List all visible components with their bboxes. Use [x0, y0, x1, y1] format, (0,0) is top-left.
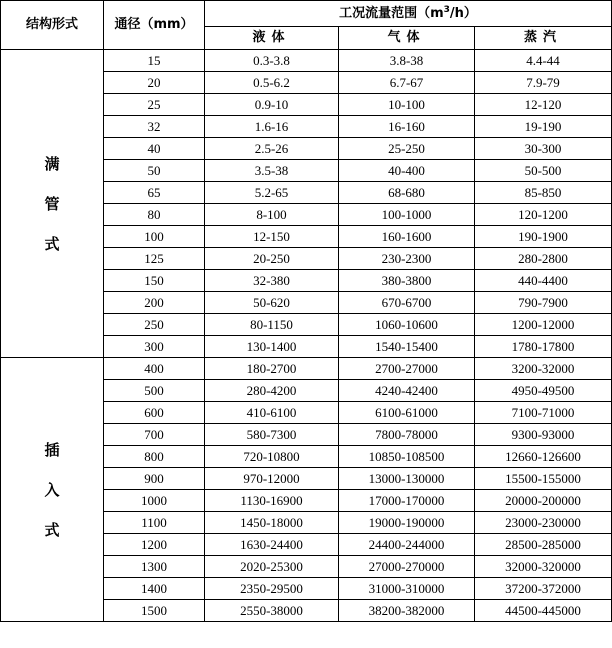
gas-flow-cell: 17000-170000 — [339, 490, 475, 512]
diameter-header: 通径（mm） — [104, 1, 205, 50]
steam-flow-cell: 9300-93000 — [475, 424, 612, 446]
liquid-flow-cell: 1.6-16 — [205, 116, 339, 138]
liquid-flow-cell: 8-100 — [205, 204, 339, 226]
gas-flow-cell: 27000-270000 — [339, 556, 475, 578]
diameter-cell: 1000 — [104, 490, 205, 512]
liquid-flow-cell: 180-2700 — [205, 358, 339, 380]
steam-flow-cell: 790-7900 — [475, 292, 612, 314]
steam-flow-cell: 50-500 — [475, 160, 612, 182]
diameter-cell: 1100 — [104, 512, 205, 534]
structure-type-char: 式 — [44, 520, 60, 539]
liquid-flow-cell: 280-4200 — [205, 380, 339, 402]
steam-flow-cell: 4950-49500 — [475, 380, 612, 402]
steam-flow-cell: 12-120 — [475, 94, 612, 116]
diameter-cell: 800 — [104, 446, 205, 468]
structure-type-char: 管 — [44, 194, 60, 213]
diameter-cell: 65 — [104, 182, 205, 204]
diameter-cell: 1500 — [104, 600, 205, 622]
liquid-flow-cell: 0.9-10 — [205, 94, 339, 116]
diameter-cell: 600 — [104, 402, 205, 424]
gas-flow-cell: 40-400 — [339, 160, 475, 182]
diameter-cell: 125 — [104, 248, 205, 270]
diameter-cell: 100 — [104, 226, 205, 248]
liquid-flow-cell: 720-10800 — [205, 446, 339, 468]
diameter-cell: 1300 — [104, 556, 205, 578]
steam-flow-cell: 7.9-79 — [475, 72, 612, 94]
gas-flow-cell: 100-1000 — [339, 204, 475, 226]
diameter-cell: 400 — [104, 358, 205, 380]
gas-flow-cell: 380-3800 — [339, 270, 475, 292]
steam-header: 蒸汽 — [475, 27, 612, 50]
flow-range-superscript: 3 — [443, 4, 450, 15]
gas-flow-cell: 25-250 — [339, 138, 475, 160]
diameter-cell: 50 — [104, 160, 205, 182]
gas-flow-cell: 1540-15400 — [339, 336, 475, 358]
diameter-cell: 1200 — [104, 534, 205, 556]
liquid-flow-cell: 2350-29500 — [205, 578, 339, 600]
gas-flow-cell: 6.7-67 — [339, 72, 475, 94]
diameter-cell: 25 — [104, 94, 205, 116]
gas-flow-cell: 16-160 — [339, 116, 475, 138]
steam-flow-cell: 1780-17800 — [475, 336, 612, 358]
diameter-cell: 1400 — [104, 578, 205, 600]
steam-flow-cell: 28500-285000 — [475, 534, 612, 556]
diameter-cell: 40 — [104, 138, 205, 160]
liquid-flow-cell: 2550-38000 — [205, 600, 339, 622]
steam-flow-cell: 85-850 — [475, 182, 612, 204]
liquid-flow-cell: 0.3-3.8 — [205, 50, 339, 72]
steam-flow-cell: 37200-372000 — [475, 578, 612, 600]
steam-flow-cell: 1200-12000 — [475, 314, 612, 336]
diameter-cell: 500 — [104, 380, 205, 402]
steam-flow-cell: 23000-230000 — [475, 512, 612, 534]
liquid-flow-cell: 970-12000 — [205, 468, 339, 490]
steam-flow-cell: 19-190 — [475, 116, 612, 138]
liquid-flow-cell: 1130-16900 — [205, 490, 339, 512]
gas-flow-cell: 160-1600 — [339, 226, 475, 248]
gas-flow-cell: 230-2300 — [339, 248, 475, 270]
steam-flow-cell: 20000-200000 — [475, 490, 612, 512]
diameter-cell: 900 — [104, 468, 205, 490]
steam-flow-cell: 32000-320000 — [475, 556, 612, 578]
flow-range-prefix: 工况流量范围（m — [339, 5, 444, 21]
gas-flow-cell: 24400-244000 — [339, 534, 475, 556]
gas-flow-cell: 10850-108500 — [339, 446, 475, 468]
structure-type-char: 插 — [44, 440, 60, 459]
diameter-cell: 32 — [104, 116, 205, 138]
gas-flow-cell: 19000-190000 — [339, 512, 475, 534]
diameter-cell: 250 — [104, 314, 205, 336]
steam-flow-cell: 120-1200 — [475, 204, 612, 226]
steam-flow-cell: 30-300 — [475, 138, 612, 160]
gas-flow-cell: 1060-10600 — [339, 314, 475, 336]
gas-flow-cell: 10-100 — [339, 94, 475, 116]
liquid-flow-cell: 2.5-26 — [205, 138, 339, 160]
structure-type-char: 满 — [44, 154, 60, 173]
gas-flow-cell: 38200-382000 — [339, 600, 475, 622]
gas-flow-cell: 7800-78000 — [339, 424, 475, 446]
liquid-flow-cell: 1630-24400 — [205, 534, 339, 556]
steam-flow-cell: 190-1900 — [475, 226, 612, 248]
gas-flow-cell: 3.8-38 — [339, 50, 475, 72]
liquid-flow-cell: 0.5-6.2 — [205, 72, 339, 94]
diameter-cell: 15 — [104, 50, 205, 72]
liquid-flow-cell: 20-250 — [205, 248, 339, 270]
liquid-flow-cell: 1450-18000 — [205, 512, 339, 534]
structure-type-char: 式 — [44, 234, 60, 253]
gas-flow-cell: 670-6700 — [339, 292, 475, 314]
liquid-flow-cell: 80-1150 — [205, 314, 339, 336]
gas-header: 气体 — [339, 27, 475, 50]
structure-type-char: 入 — [44, 480, 60, 499]
gas-flow-cell: 31000-310000 — [339, 578, 475, 600]
structure-type-cell — [1, 50, 104, 358]
gas-flow-cell: 68-680 — [339, 182, 475, 204]
steam-flow-cell: 15500-155000 — [475, 468, 612, 490]
structure-type-cell — [1, 358, 104, 622]
liquid-flow-cell: 50-620 — [205, 292, 339, 314]
diameter-cell: 80 — [104, 204, 205, 226]
liquid-flow-cell: 5.2-65 — [205, 182, 339, 204]
liquid-flow-cell: 3.5-38 — [205, 160, 339, 182]
diameter-cell: 300 — [104, 336, 205, 358]
steam-flow-cell: 12660-126600 — [475, 446, 612, 468]
flow-range-suffix: /h） — [449, 5, 477, 21]
steam-flow-cell: 3200-32000 — [475, 358, 612, 380]
diameter-cell: 150 — [104, 270, 205, 292]
gas-flow-cell: 13000-130000 — [339, 468, 475, 490]
structure-header: 结构形式 — [1, 1, 104, 50]
liquid-flow-cell: 32-380 — [205, 270, 339, 292]
liquid-flow-cell: 130-1400 — [205, 336, 339, 358]
steam-flow-cell: 280-2800 — [475, 248, 612, 270]
liquid-flow-cell: 2020-25300 — [205, 556, 339, 578]
steam-flow-cell: 440-4400 — [475, 270, 612, 292]
gas-flow-cell: 2700-27000 — [339, 358, 475, 380]
liquid-flow-cell: 12-150 — [205, 226, 339, 248]
flow-range-header — [205, 1, 612, 27]
liquid-flow-cell: 580-7300 — [205, 424, 339, 446]
gas-flow-cell: 6100-61000 — [339, 402, 475, 424]
table-body — [1, 50, 612, 622]
liquid-header: 液体 — [205, 27, 339, 50]
table-row — [1, 358, 612, 380]
steam-flow-cell: 4.4-44 — [475, 50, 612, 72]
liquid-flow-cell: 410-6100 — [205, 402, 339, 424]
diameter-cell: 20 — [104, 72, 205, 94]
steam-flow-cell: 7100-71000 — [475, 402, 612, 424]
table-row — [1, 50, 612, 72]
diameter-cell: 200 — [104, 292, 205, 314]
steam-flow-cell: 44500-445000 — [475, 600, 612, 622]
gas-flow-cell: 4240-42400 — [339, 380, 475, 402]
diameter-cell: 700 — [104, 424, 205, 446]
